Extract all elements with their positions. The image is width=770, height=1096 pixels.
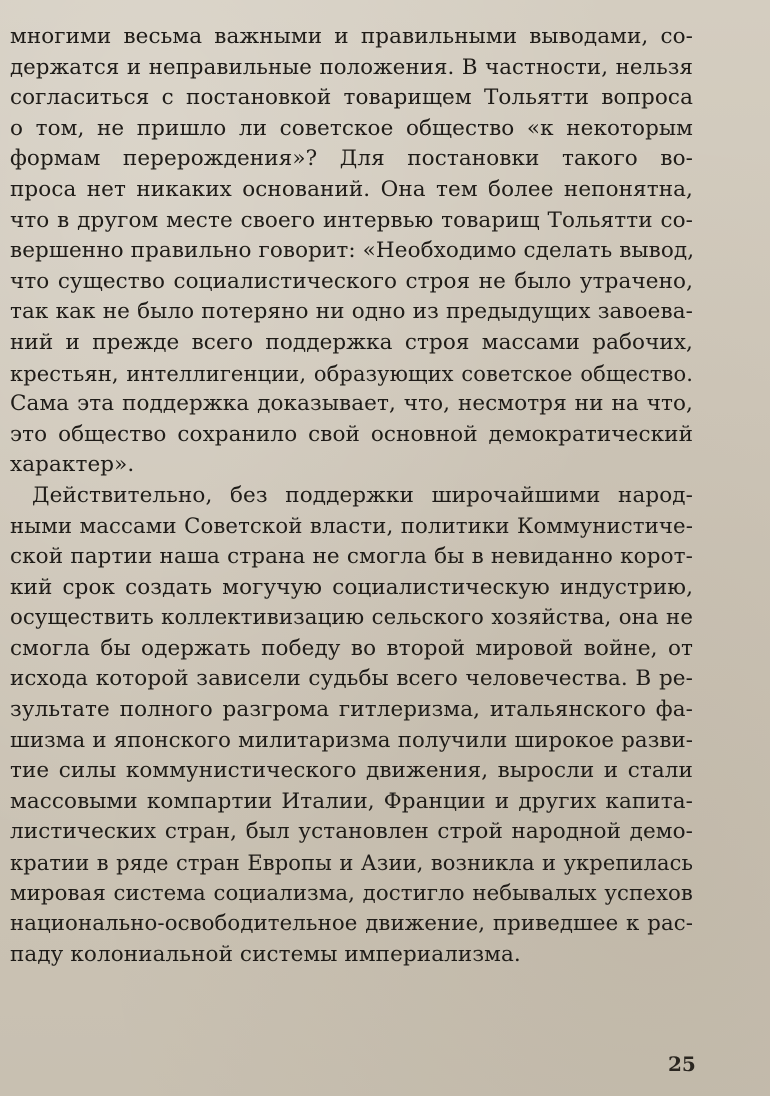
text-line: вершенно правильно говорит: «Необходимо сделать вывод, (10, 238, 695, 264)
body-text (10, 22, 693, 970)
text-line: массовыми компартии Италии, Франции и других капита- (10, 788, 693, 814)
paragraph-2 (10, 481, 693, 971)
text-line: тие силы коммунистического движения, выросли и стали (10, 758, 693, 784)
text-line: крестьян, интеллигенции, образующих советское общество. (10, 361, 693, 386)
text-line: характер». (10, 452, 135, 478)
text-line: Сама эта поддержка доказывает, что, несмотря ни на что, (10, 391, 693, 417)
text-line: кратии в ряде стран Европы и Азии, возникла и укрепилась (10, 851, 693, 876)
text-line: о том, не пришло ли советское общество «к некоторым (10, 115, 693, 141)
text-line: кий срок создать могучую социалистическую индустрию, (10, 574, 693, 600)
text-line: согласиться с постановкой товарищем Тольятти вопроса (10, 85, 693, 111)
text-line: шизма и японского милитаризма получили широкое разви- (10, 727, 693, 753)
paragraph-1 (10, 22, 693, 481)
text-line: национально-освободительное движение, приведшее к рас- (10, 911, 693, 937)
text-line: осуществить коллективизацию сельского хозяйства, она не (10, 605, 693, 631)
text-line: мировая система социализма, достигло небывалых успехов (10, 880, 693, 906)
text-line: это общество сохранило свой основной демократический (10, 421, 693, 447)
text-line: многими весьма важными и правильными выводами, со- (10, 24, 693, 49)
text-line: ской партии наша страна не смогла бы в невиданно корот- (10, 544, 693, 570)
text-line: смогла бы одержать победу во второй мировой войне, от (10, 635, 693, 661)
page-number: 25 (668, 1052, 696, 1076)
text-line: формам перерождения»? Для постановки такого во- (10, 146, 693, 172)
text-line: что существо социалистического строя не было утрачено, (10, 268, 693, 294)
text-line: так как не было потеряно ни одно из предыдущих завоева- (10, 299, 693, 325)
text-line: держатся и неправильные положения. В частности, нельзя (10, 54, 693, 80)
text-line: паду колониальной системы империализма. (10, 941, 521, 967)
text-line: ний и прежде всего поддержка строя массами рабочих, (10, 329, 693, 355)
text-line: исхода которой зависели судьбы всего человечества. В ре- (10, 666, 693, 692)
text-line: зультате полного разгрома гитлеризма, итальянского фа- (10, 697, 693, 723)
text-line: проса нет никаких оснований. Она тем более непонятна, (10, 176, 693, 202)
text-line: листических стран, был установлен строй народной демо- (10, 819, 693, 845)
text-line: Действительно, без поддержки широчайшими народ- (32, 482, 693, 508)
text-line: ными массами Советской власти, политики Коммунистиче- (10, 513, 693, 539)
text-line: что в другом месте своего интервью товарищ Тольятти со- (10, 207, 693, 233)
